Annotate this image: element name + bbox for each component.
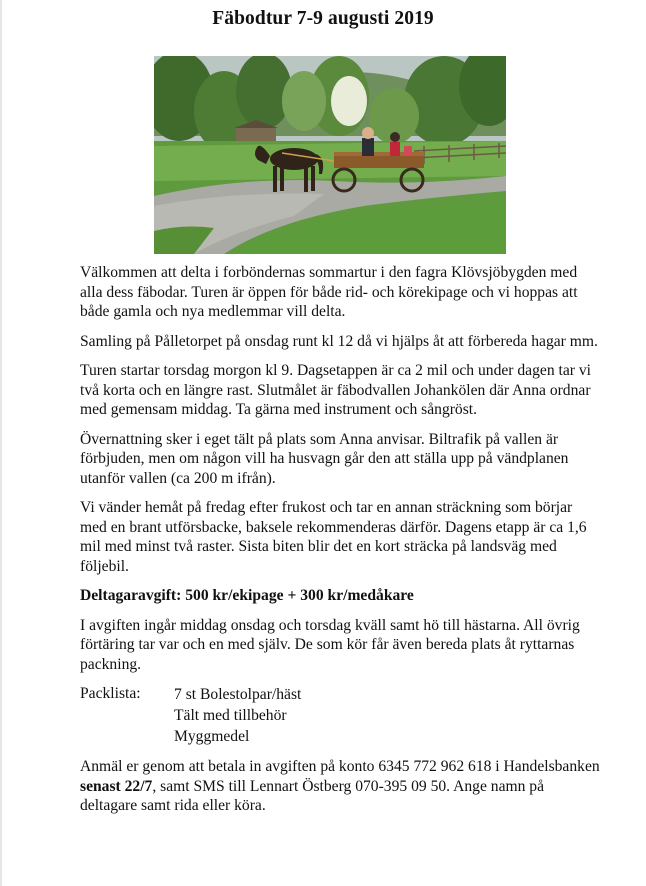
fee-line: Deltagaravgift: 500 kr/ekipage + 300 kr/medåkare (80, 587, 414, 604)
page-edge (0, 0, 2, 886)
paragraph-signup (80, 757, 600, 816)
signup-deadline: senast 22/7 (80, 777, 153, 795)
invitation-body (80, 263, 600, 826)
signup-text-end: , samt SMS till Lennart Östberg 070-395 09 50. Ange namn på deltagare samt rida eller köra. (80, 777, 545, 814)
paragraph-return: Vi vänder hemåt på fredag efter frukost och tar en annan sträckning som börjar med en brant utförsbacke, baksele rekommenderas därför. Dagens etapp är ca 1,6 mil med minst två raster. Sista biten blir det en kort sträcka på landsväg med följebil. (80, 499, 587, 575)
packing-list (80, 684, 600, 747)
page-title: Fäbodtur 7-9 augusti 2019 (212, 8, 434, 29)
paragraph-included: I avgiften ingår middag onsdag och torsdag kväll samt hö till hästarna. All övrig förtäring tar var och en med själv. De som kör får även bereda plats åt ryttarnas packning. (80, 616, 580, 673)
paragraph-overnight: Övernattning sker i eget tält på plats som Anna anvisar. Biltrafik på vallen är förbjuden, men om någon vill ha husvagn går den att ställa upp på vändplanen utanför vallen (ca 200 m ifrån). (80, 430, 569, 487)
horse-carriage-photo (154, 56, 506, 254)
paragraph-day-one: Turen startar torsdag morgon kl 9. Dagsetappen är ca 2 mil och under dagen tar vi två korta och en längre rast. Slutmålet är fäbodvallen Johankölen där Anna ordnar med gemensam middag. Ta gärna med instrument och sångröst. (80, 362, 591, 418)
packing-list-item: Tält med tillbehör (174, 707, 287, 724)
paragraph-welcome: Välkommen att delta i forböndernas sommartur i den fagra Klövsjöbygden med alla dess fäbodar. Turen är öppen för både rid- och körekipage och vi hoppas att både gamla och nya medlemmar vill delta. (80, 264, 578, 320)
packing-list-item: 7 st Bolestolpar/häst (174, 686, 302, 703)
paragraph-gathering: Samling på Pålletorpet på onsdag runt kl 12 då vi hjälps åt att förbereda hagar mm. (80, 332, 598, 350)
packing-list-item: Myggmedel (174, 728, 250, 745)
packing-list-items (174, 684, 301, 747)
packing-list-label: Packlista: (80, 685, 141, 702)
signup-text: Anmäl er genom att betala in avgiften på konto 6345 772 962 618 i Handelsbanken (80, 758, 600, 775)
